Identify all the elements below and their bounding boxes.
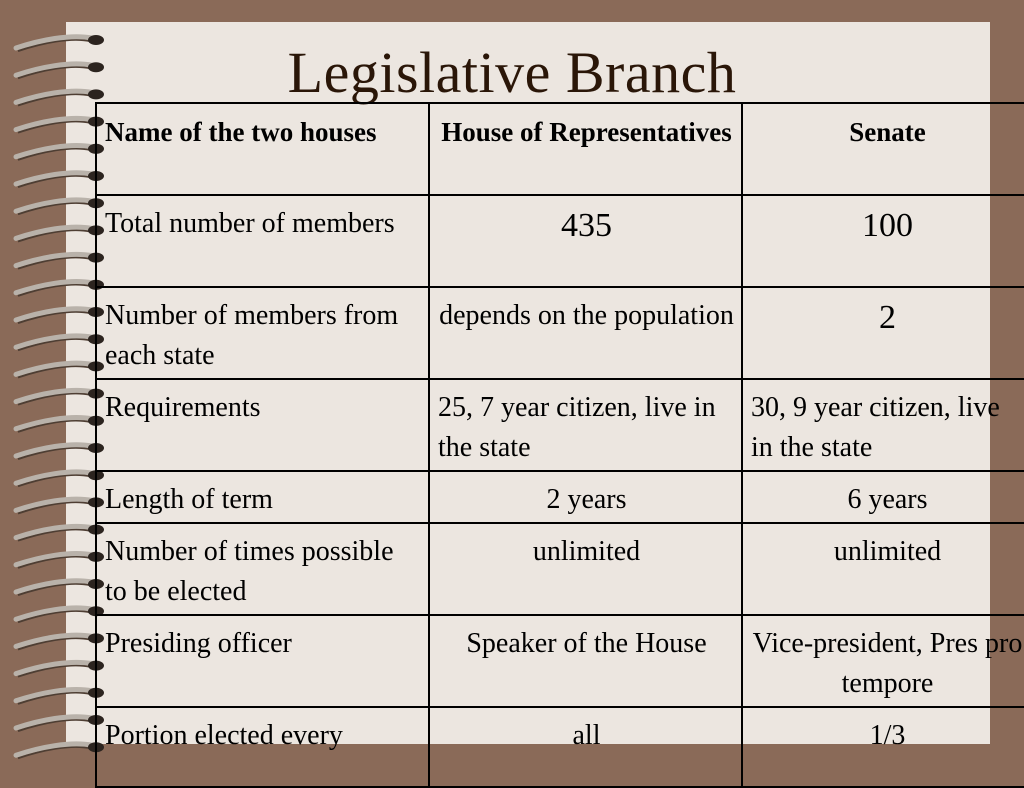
spiral-ring — [16, 742, 104, 758]
slide-title: Legislative Branch — [287, 40, 737, 105]
table-row — [96, 287, 1024, 379]
table-row — [96, 615, 1024, 707]
row-label: Number of times possible to be elected — [96, 523, 429, 615]
senate-cell: 100 — [742, 195, 1024, 287]
house-cell: depends on the population — [429, 287, 742, 379]
header-cell-house: House of Representatives — [429, 103, 742, 195]
row-label: Requirements — [96, 379, 429, 471]
house-cell: 25, 7 year citizen, live in the state — [429, 379, 742, 471]
header-cell-senate: Senate — [742, 103, 1024, 195]
senate-cell: 2 — [742, 287, 1024, 379]
senate-cell: 1/3 — [742, 707, 1024, 787]
row-label: Total number of members — [96, 195, 429, 287]
house-cell: 435 — [429, 195, 742, 287]
senate-cell: unlimited — [742, 523, 1024, 615]
header-cell-category: Name of the two houses — [96, 103, 429, 195]
house-cell: 2 years — [429, 471, 742, 523]
senate-cell: 30, 9 year citizen, live in the state — [742, 379, 1024, 471]
row-label: Length of term — [96, 471, 429, 523]
table-row — [96, 379, 1024, 471]
table-row — [96, 195, 1024, 287]
table-row — [96, 523, 1024, 615]
table-row — [96, 707, 1024, 787]
row-label: Number of members from each state — [96, 287, 429, 379]
senate-cell: Vice-president, Pres pro tempore — [742, 615, 1024, 707]
house-cell: Speaker of the House — [429, 615, 742, 707]
row-label: Portion elected every — [96, 707, 429, 787]
house-cell: unlimited — [429, 523, 742, 615]
row-label: Presiding officer — [96, 615, 429, 707]
table-header-row — [96, 103, 1024, 195]
comparison-table — [95, 102, 1024, 788]
senate-cell: 6 years — [742, 471, 1024, 523]
table-row — [96, 471, 1024, 523]
house-cell: all — [429, 707, 742, 787]
